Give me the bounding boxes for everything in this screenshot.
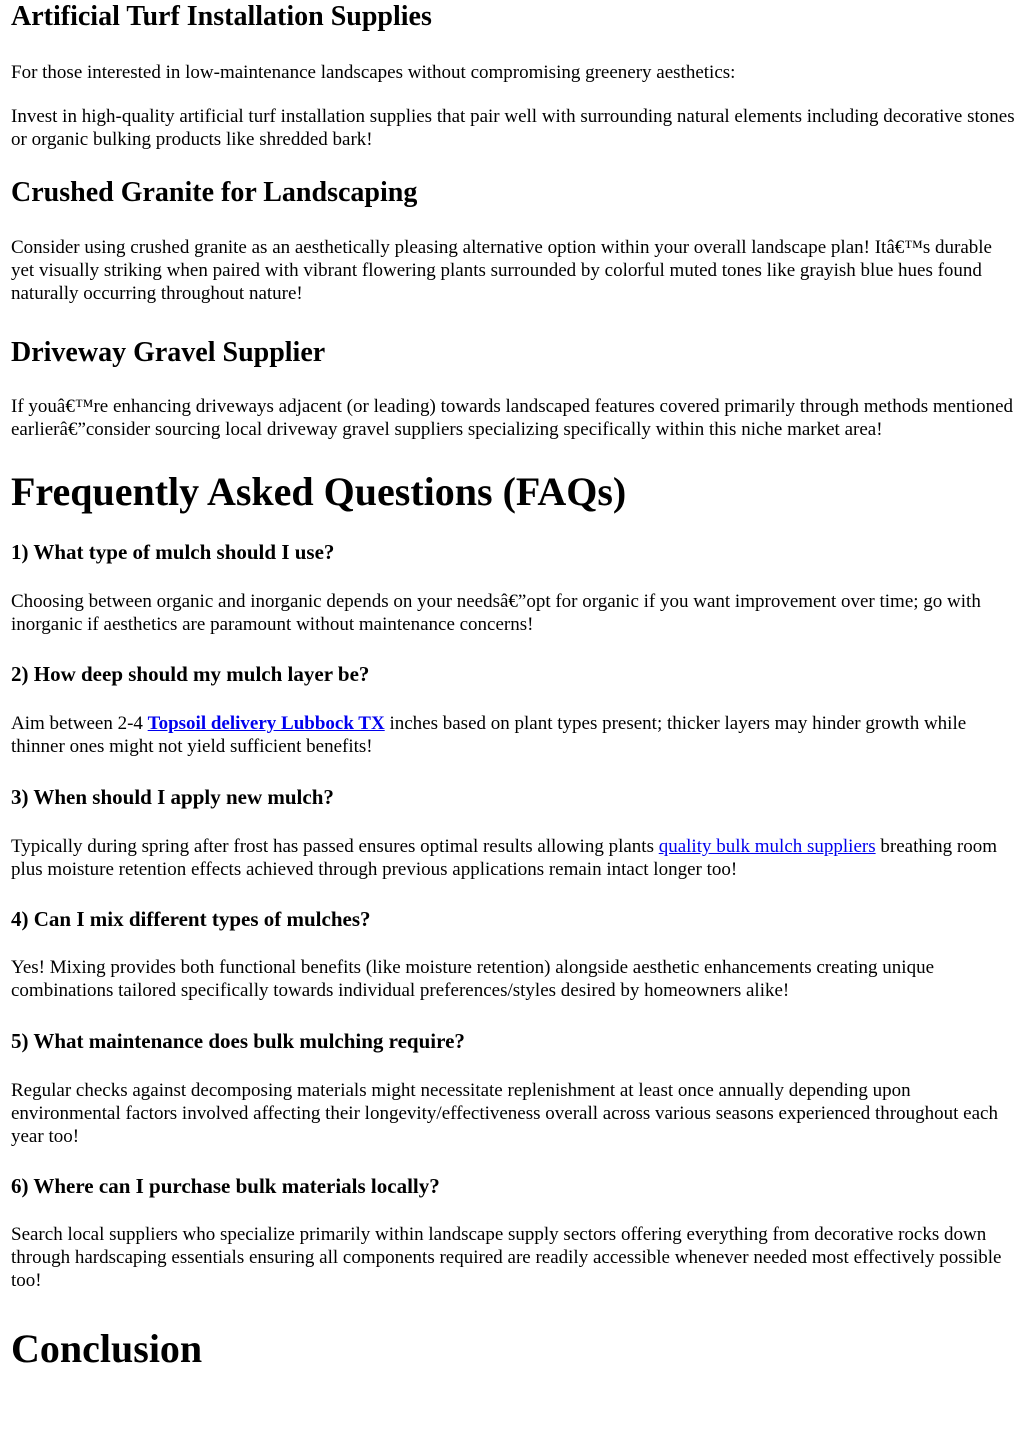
faq-heading: Frequently Asked Questions (FAQs) (11, 469, 627, 514)
section-heading-granite: Crushed Granite for Landscaping (11, 177, 418, 208)
topsoil-delivery-link[interactable]: Topsoil delivery Lubbock TX (147, 713, 385, 734)
faq-answer-1: Choosing between organic and inorganic depends on your needsâ€”opt for organic if you want improvement over time; go with inorganic if aesthetics are paramount without maintenance concerns! (11, 591, 981, 635)
turf-body-paragraph: Invest in high-quality artificial turf installation supplies that pair well with surrounding natural elements including decorative stones or organic bulking products like shredded bark! (11, 106, 1015, 150)
faq-answer-4: Yes! Mixing provides both functional benefits (like moisture retention) alongside aesthetic enhancements creating unique combinations tailored specifically towards individual preferences/styles desired by homeowners alike! (11, 957, 935, 1001)
gravel-paragraph: If youâ€™re enhancing driveways adjacent (or leading) towards landscaped features covered primarily through methods mentioned earlierâ€”consider sourcing local driveway gravel suppliers specializing specifically within this niche market area! (11, 396, 1014, 440)
faq-question-5: 5) What maintenance does bulk mulching require? (11, 1029, 465, 1053)
conclusion-heading: Conclusion (11, 1326, 203, 1371)
bulk-mulch-suppliers-link[interactable]: quality bulk mulch suppliers (658, 836, 876, 857)
faq-answer-3-before: Typically during spring after frost has passed ensures optimal results allowing plants (11, 836, 659, 857)
turf-intro-paragraph: For those interested in low-maintenance landscapes without compromising greenery aesthetics: (11, 62, 736, 83)
section-heading-turf: Artificial Turf Installation Supplies (11, 1, 432, 32)
faq-question-4: 4) Can I mix different types of mulches? (11, 907, 371, 931)
faq-question-2: 2) How deep should my mulch layer be? (11, 662, 370, 686)
granite-paragraph: Consider using crushed granite as an aesthetically pleasing alternative option within your overall landscape plan! Itâ€™s durable yet visually striking when paired with vibrant flowering plants surrounded by colorful muted tones like grayish blue hues found naturally occurring throughout nature! (11, 237, 992, 304)
faq-answer-3-after: breathing room plus moisture retention effects achieved through previous applications remain intact longer too! (11, 836, 997, 880)
faq-answer-2-before: Aim between 2-4 (11, 713, 148, 734)
faq-question-3: 3) When should I apply new mulch? (11, 785, 334, 809)
faq-answer-5: Regular checks against decomposing materials might necessitate replenishment at least once annually depending upon environmental factors involved affecting their longevity/effectiveness overall across various seasons experienced throughout each year too! (11, 1080, 998, 1147)
faq-answer-2 (11, 712, 1024, 758)
section-heading-gravel: Driveway Gravel Supplier (11, 337, 326, 368)
faq-answer-2-after: inches based on plant types present; thicker layers may hinder growth while thinner ones might not yield sufficient benefits! (11, 713, 967, 757)
faq-answer-3 (11, 835, 1024, 881)
faq-answer-6: Search local suppliers who specialize primarily within landscape supply sectors offering everything from decorative rocks down through hardscaping essentials ensuring all components required are readily accessible whenever needed most effectively possible too! (11, 1224, 1002, 1291)
faq-question-1: 1) What type of mulch should I use? (11, 540, 335, 564)
faq-question-6: 6) Where can I purchase bulk materials locally? (11, 1174, 440, 1198)
